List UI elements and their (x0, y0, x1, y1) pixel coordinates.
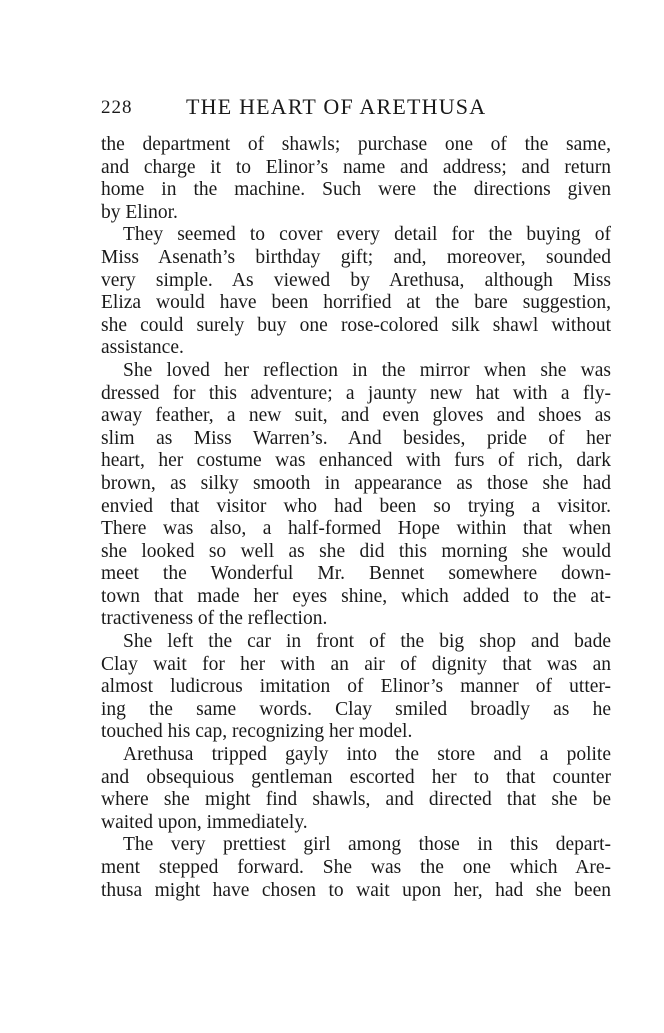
text-line: The very prettiest girl among those in this depart- (123, 834, 611, 856)
text-line: She left the car in front of the big shop and bade (123, 631, 611, 653)
running-title: THE HEART OF ARETHUSA (186, 94, 487, 119)
text-line: tractiveness of the reflection. (101, 608, 328, 630)
text-line: and obsequious gentleman escorted her to that counter (101, 766, 611, 788)
page-number: 228 (101, 97, 133, 118)
text-line: They seemed to cover every detail for the buying of (123, 224, 611, 246)
text-line: ment stepped forward. She was the one which Are- (101, 857, 611, 878)
text-line: by Elinor. (101, 201, 178, 223)
text-line: dressed for this adventure; a jaunty new hat with a fly- (101, 382, 611, 404)
text-line: slim as Miss Warren’s. And besides, pride of her (101, 427, 611, 449)
text-line: and charge it to Elinor’s name and address; and return (101, 156, 611, 178)
text-line: Miss Asenath’s birthday gift; and, moreover, sounded (101, 246, 611, 268)
text-line: There was also, a half-formed Hope within that when (101, 518, 611, 540)
text-line: away feather, a new suit, and even gloves and shoes as (101, 405, 611, 427)
text-line: she could surely buy one rose-colored silk shawl without (101, 314, 611, 336)
page-header (101, 92, 611, 122)
text-line: heart, her costume was enhanced with furs of rich, dark (101, 450, 611, 472)
book-page (101, 92, 611, 902)
text-line: waited upon, immediately. (101, 811, 308, 833)
text-line: touched his cap, recognizing her model. (101, 721, 413, 743)
text-line: envied that visitor who had been so trying a visitor. (101, 495, 611, 517)
text-line: Clay wait for her with an air of dignity that was an (101, 653, 611, 675)
text-line: brown, as silky smooth in appearance as those she had (101, 472, 611, 494)
text-line: She loved her reflection in the mirror when she was (123, 359, 611, 381)
text-line: very simple. As viewed by Arethusa, although Miss (101, 269, 611, 291)
text-line: where she might find shawls, and directed that she be (101, 789, 611, 811)
text-line: the department of shawls; purchase one of the same, (101, 134, 611, 155)
body-text (101, 134, 611, 902)
text-line: town that made her eyes shine, which added to the at- (101, 585, 611, 607)
text-line: she looked so well as she did this morning she would (101, 540, 611, 562)
text-line: Eliza would have been horrified at the bare suggestion, (101, 292, 611, 314)
text-line: thusa might have chosen to wait upon her, had she been (101, 879, 611, 901)
text-line: Arethusa tripped gayly into the store and a polite (123, 744, 611, 766)
text-line: home in the machine. Such were the directions given (101, 179, 611, 201)
text-line: almost ludicrous imitation of Elinor’s manner of utter- (101, 676, 611, 698)
text-line: meet the Wonderful Mr. Bennet somewhere down- (101, 563, 611, 585)
text-line: ing the same words. Clay smiled broadly as he (101, 698, 611, 720)
text-line: assistance. (101, 337, 184, 359)
